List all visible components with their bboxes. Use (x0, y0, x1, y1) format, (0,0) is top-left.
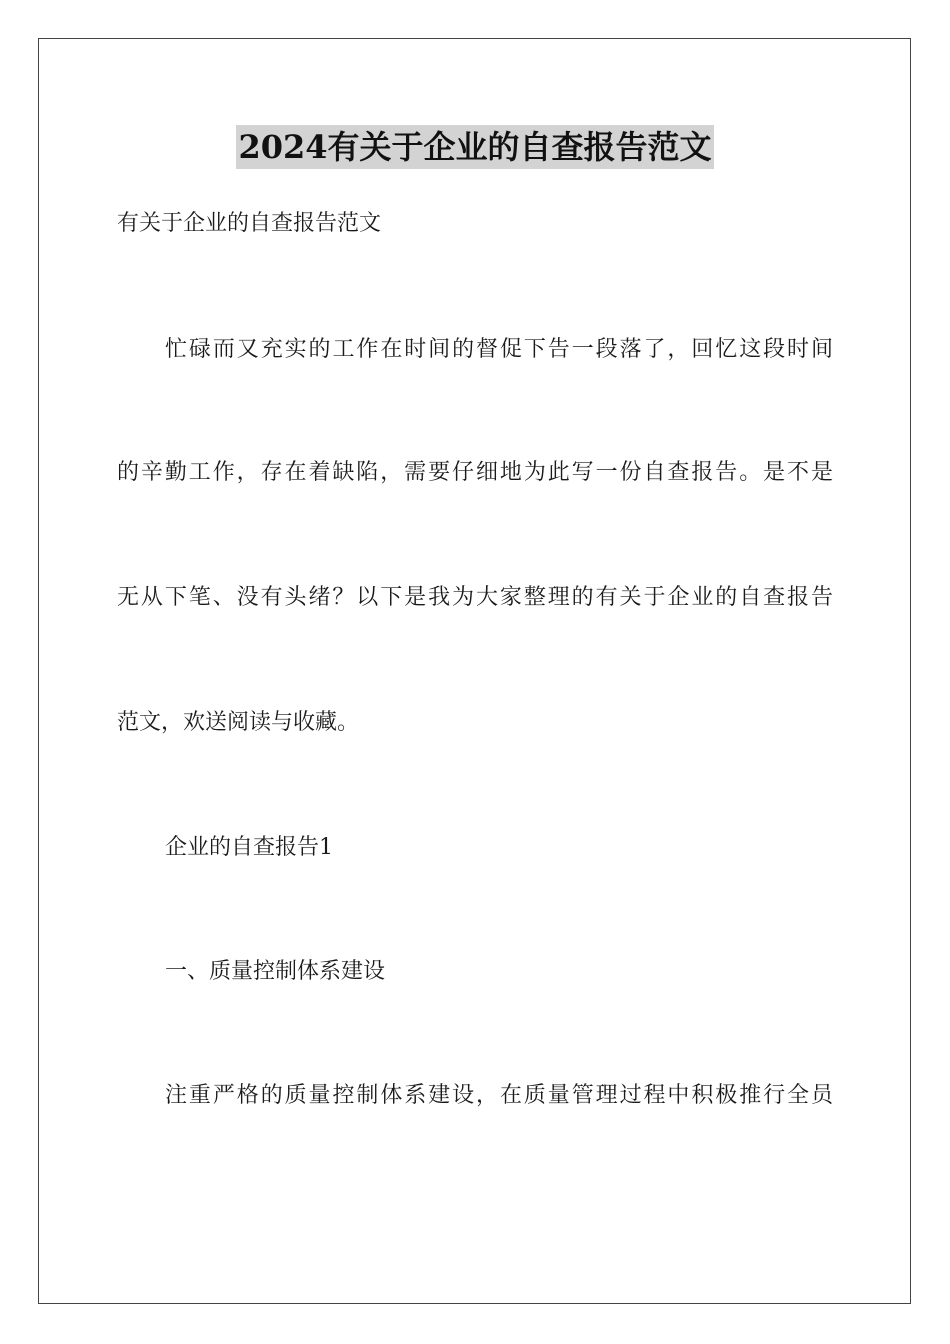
section-heading: 企业的自查报告1 (165, 835, 333, 860)
title-container (0, 125, 950, 169)
document-subtitle: 有关于企业的自查报告范文 (117, 211, 382, 236)
intro-line-4: 范文，欢送阅读与收藏。 (117, 710, 360, 735)
body-line-1: 注重严格的质量控制体系建设，在质量管理过程中积极推行全员 (165, 1083, 833, 1108)
intro-line-1: 忙碌而又充实的工作在时间的督促下告一段落了，回忆这段时间 (165, 337, 833, 362)
intro-line-3: 无从下笔、没有头绪？以下是我为大家整理的有关于企业的自查报告 (117, 585, 833, 610)
document-title: 2024有关于企业的自查报告范文 (236, 125, 713, 169)
subsection-heading: 一、质量控制体系建设 (165, 959, 386, 984)
intro-line-2: 的辛勤工作，存在着缺陷，需要仔细地为此写一份自查报告。是不是 (117, 460, 833, 485)
